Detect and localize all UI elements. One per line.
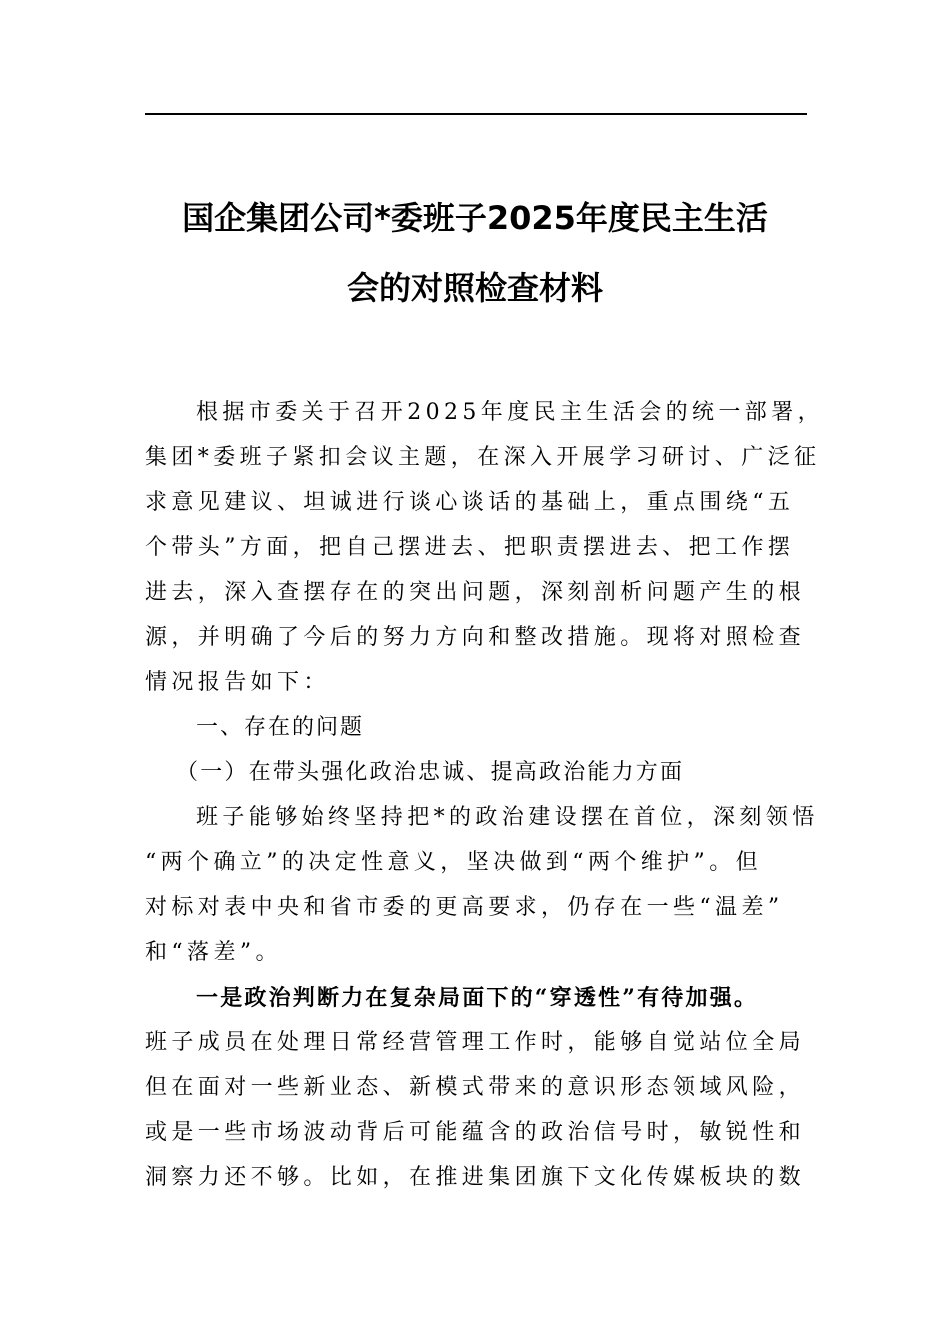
document-title-line-2: 会的对照检查材料 — [346, 269, 603, 307]
body-line: 进去，深入查摆存在的突出问题，深刻剖析问题产生的根 — [145, 580, 806, 605]
body-line: 求意见建议、坦诚进行谈心谈话的基础上，重点围绕“五 — [145, 490, 795, 515]
body-line: 洞察力还不够。比如，在推进集团旗下文化传媒板块的数 — [145, 1165, 806, 1190]
body-line: 个带头”方面，把自己摆进去、把职责摆进去、把工作摆 — [145, 535, 795, 560]
body-line: 班子成员在处理日常经营管理工作时，能够自觉站位全局 — [145, 1030, 806, 1055]
body-line: 集团*委班子紧扣会议主题，在深入开展学习研讨、广泛征 — [145, 445, 821, 470]
body-line: 或是一些市场波动背后可能蕴含的政治信号时，敏锐性和 — [145, 1120, 806, 1145]
body-line: 对标对表中央和省市委的更高要求，仍存在一些“温差” — [145, 895, 784, 920]
point-lead-bold: 一是政治判断力在复杂局面下的“穿透性”有待加强。 — [196, 985, 759, 1011]
document-title-line-1: 国企集团公司*委班子2025年度民主生活 — [182, 199, 768, 237]
body-line: 根据市委关于召开2025年度民主生活会的统一部署， — [196, 400, 824, 425]
body-line: 班子能够始终坚持把*的政治建设摆在首位，深刻领悟 — [196, 805, 819, 830]
section-heading: 一、存在的问题 — [196, 715, 365, 740]
body-line: 源，并明确了今后的努力方向和整改措施。现将对照检查 — [145, 625, 806, 650]
body-line: 和“落差”。 — [145, 940, 282, 965]
subsection-heading: （一）在带头强化政治忠诚、提高政治能力方面 — [176, 760, 685, 785]
header-rule — [145, 113, 807, 115]
body-line: “两个确立”的决定性意义，坚决做到“两个维护”。但 — [145, 850, 762, 875]
body-line: 但在面对一些新业态、新模式带来的意识形态领域风险， — [145, 1075, 806, 1100]
body-line: 情况报告如下： — [145, 670, 330, 695]
